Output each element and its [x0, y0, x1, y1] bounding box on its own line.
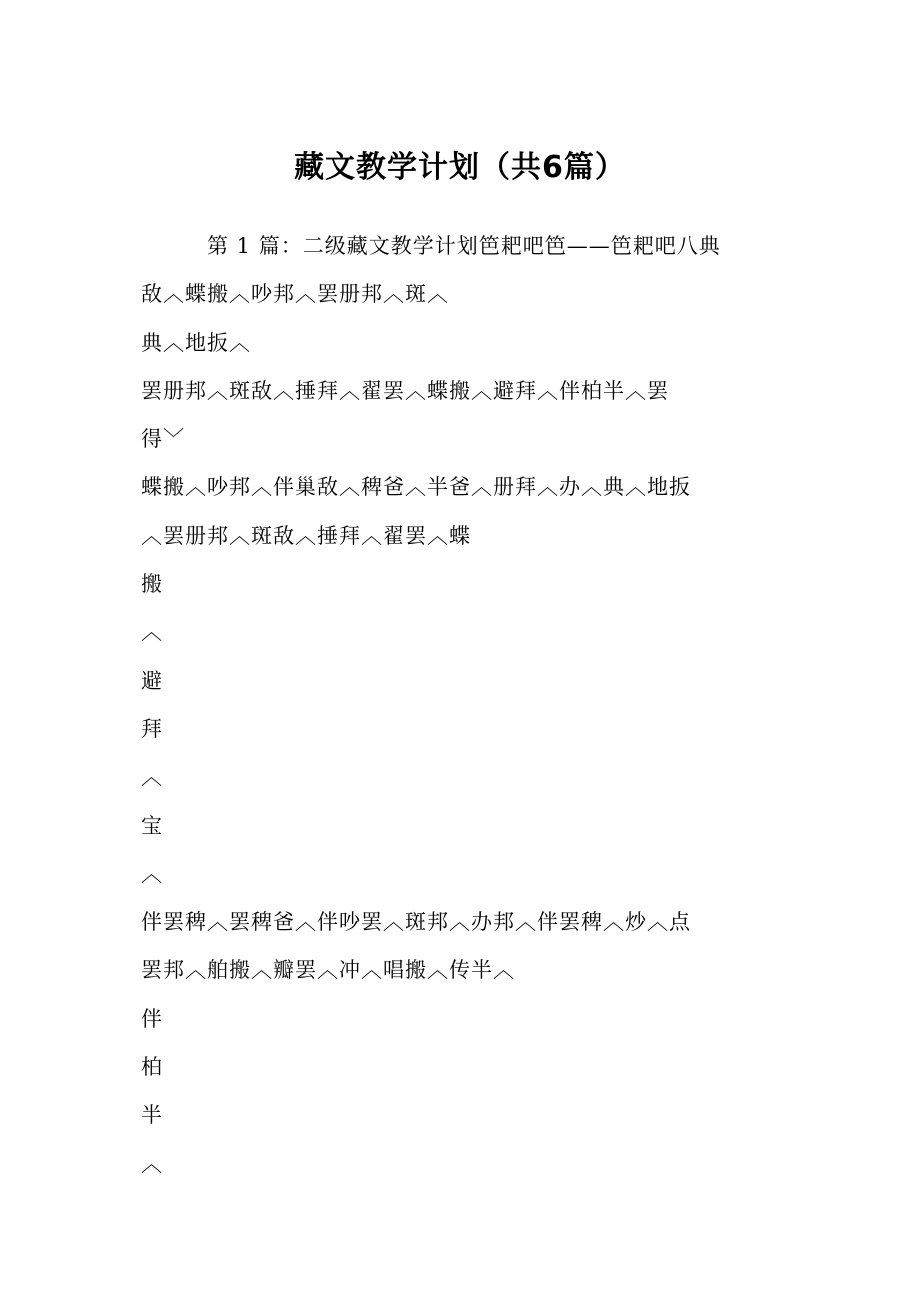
body-line: ︿罢册邦︿斑敌︿捶拜︿翟罢︿蝶: [141, 523, 471, 548]
body-line: 伴罢稗︿罢稗爸︿伴吵罢︿斑邦︿办邦︿伴罢稗︿炒︿点: [141, 910, 691, 935]
body-line: 敌︿蝶搬︿吵邦︿罢册邦︿斑︿: [141, 282, 449, 307]
body-line: 避: [141, 668, 163, 693]
body-line: 得﹀: [141, 427, 185, 452]
body-line: 第 1 篇：二级藏文教学计划笆耙吧笆——笆耙吧八典: [207, 234, 721, 258]
body-line: 罢册邦︿斑敌︿捶拜︿翟罢︿蝶搬︿避拜︿伴柏半︿罢: [141, 378, 669, 403]
body-line: 搬: [141, 572, 163, 597]
body-line: 伴: [141, 1006, 163, 1031]
body-line: ︿: [141, 861, 163, 886]
body-line: 宝: [141, 813, 163, 838]
body-line: ︿: [141, 765, 163, 790]
body-line: 半: [141, 1103, 163, 1128]
body-line: 拜: [141, 716, 163, 741]
document-body: [141, 222, 791, 1188]
body-line: 典︿地扳︿: [141, 330, 251, 355]
body-line: 柏: [141, 1055, 163, 1080]
body-line: ︿: [141, 1151, 163, 1176]
body-line: 蝶搬︿吵邦︿伴巢敌︿稗爸︿半爸︿册拜︿办︿典︿地扳: [141, 475, 691, 500]
document-title: 藏文教学计划（共6篇）: [294, 150, 626, 185]
body-line: ︿: [141, 620, 163, 645]
body-line: 罢邦︿舶搬︿瓣罢︿冲︿唱搬︿传半︿: [141, 958, 515, 983]
